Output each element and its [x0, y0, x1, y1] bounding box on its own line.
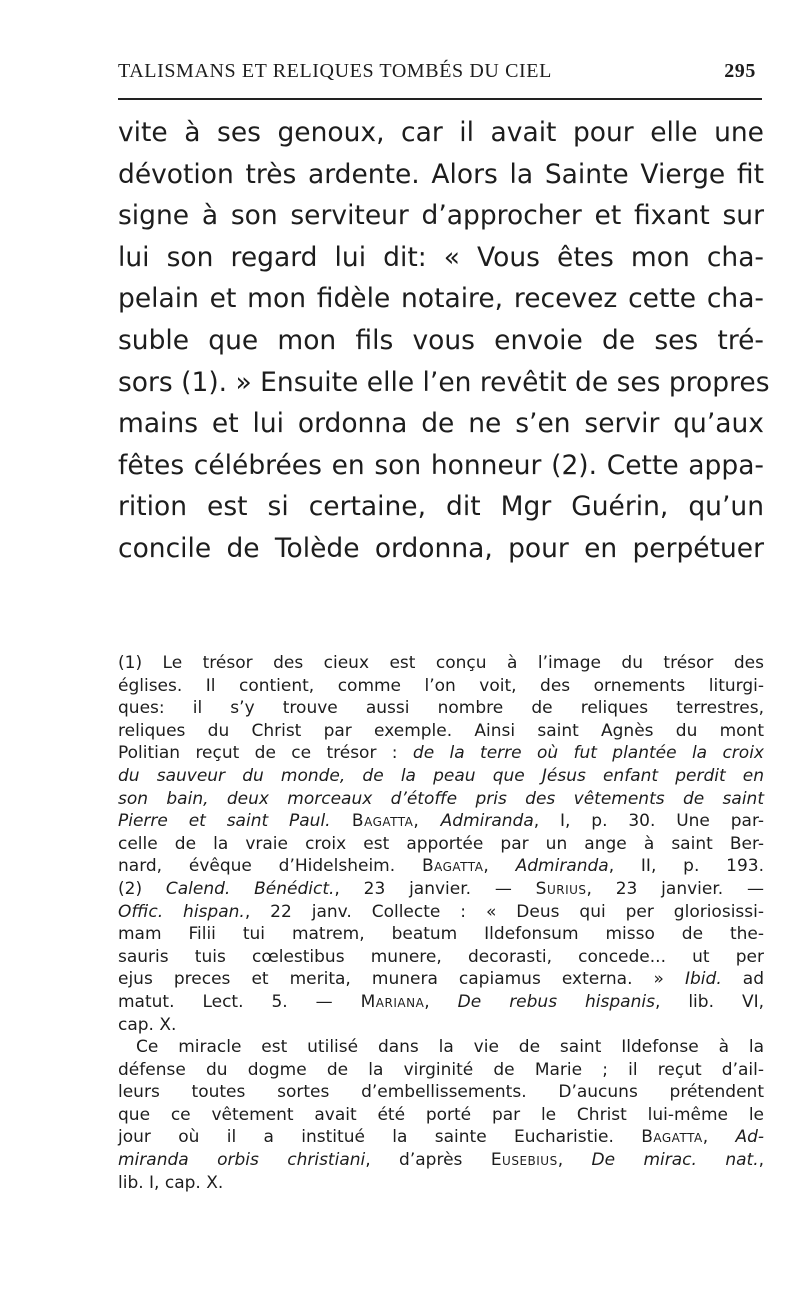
footnote-2-line: cap. X. [118, 1014, 177, 1035]
footnote-1-line: Pierre et saint Paul. Bagatta, Admiranda, I, p. 30. Une par- [118, 811, 764, 832]
footnote-2-line: que ce vêtement avait été porté par le Christ lui-même le [118, 1104, 764, 1125]
text-line: suble que mon fils vous envoie de ses tré- [118, 324, 764, 356]
footnote-1-line: Politian reçut de ce trésor : de la terre où fut plantée la croix [118, 743, 764, 764]
text-line: signe à son serviteur d’approcher et fixant sur [118, 200, 764, 232]
footnote-2-line: défense du dogme de la virginité de Marie ; il reçut d’ail- [118, 1059, 764, 1080]
footnote-2-line: lib. I, cap. X. [118, 1172, 224, 1193]
footnote-1-line: (1) Le trésor des cieux est conçu à l’image du trésor des [118, 653, 764, 673]
footnote-2-line: matut. Lect. 5. — Mariana, De rebus hispanis, lib. VI, [118, 991, 764, 1012]
text-line: mains et lui ordonna de ne s’en servir qu’aux [118, 408, 764, 440]
footnote-1-line: reliques du Christ par exemple. Ainsi saint Agnès du mont [118, 720, 764, 741]
footnote-2-line: mam Filii tui matrem, beatum Ildefonsum misso de the- [118, 924, 764, 945]
running-title: TALISMANS ET RELIQUES TOMBÉS DU CIEL [118, 60, 552, 82]
text-line: lui son regard lui dit: « Vous êtes mon cha- [118, 241, 764, 273]
footnote-2-line: Ce miracle est utilisé dans la vie de saint Ildefonse à la [136, 1037, 764, 1058]
page-header [118, 60, 758, 90]
footnote-1-line: ques: il s’y trouve aussi nombre de reliques terrestres, [118, 698, 764, 719]
footnote-2-line: leurs toutes sortes d’embellissements. D’aucuns prétendent [118, 1082, 764, 1103]
footnote-2-line: miranda orbis christiani, d’après Eusebius, De mirac. nat., [118, 1150, 765, 1171]
footnote-2-line: Offic. hispan., 22 janv. Collecte : « Deus qui per gloriosissi- [118, 901, 764, 922]
footnote-1-line: celle de la vraie croix est apportée par un ange à saint Ber- [118, 833, 764, 854]
text-line: sors (1). » Ensuite elle l’en revêtit de ses propres [118, 366, 770, 398]
header-rule [118, 98, 762, 100]
text-line: concile de Tolède ordonna, pour en perpétuer [118, 532, 764, 564]
footnote-1-line: nard, évêque d’Hidelsheim. Bagatta, Admiranda, II, p. 193. [118, 856, 765, 877]
text-line: dévotion très ardente. Alors la Sainte Vierge fit [118, 158, 764, 190]
text-line: fêtes célébrées en son honneur (2). Cette appa- [118, 449, 764, 481]
footnotes [118, 652, 764, 1194]
footnote-2-line: sauris tuis cœlestibus munere, decorasti, concede... ut per [118, 946, 764, 967]
main-text [118, 112, 770, 570]
footnote-1-line: son bain, deux morceaux d’étoffe pris des vêtements de saint [118, 788, 764, 809]
footnote-2-line: (2) Calend. Bénédict., 23 janvier. — Surius, 23 janvier. — [118, 878, 764, 899]
footnote-1-line: églises. Il contient, comme l’on voit, des ornements liturgi- [118, 675, 764, 696]
text-line: vite à ses genoux, car il avait pour elle une [118, 117, 764, 148]
footnote-2-line: jour où il a institué la sainte Eucharistie. Bagatta, Ad- [118, 1127, 764, 1148]
footnote-1-line: du sauveur du monde, de la peau que Jésus enfant perdit en [118, 765, 764, 786]
footnote-2-line: ejus preces et merita, munera capiamus externa. » Ibid. ad [118, 969, 764, 990]
page-number: 295 [724, 60, 756, 82]
text-line: pelain et mon fidèle notaire, recevez cette cha- [118, 283, 764, 315]
text-line: rition est si certaine, dit Mgr Guérin, qu’un [118, 491, 764, 523]
